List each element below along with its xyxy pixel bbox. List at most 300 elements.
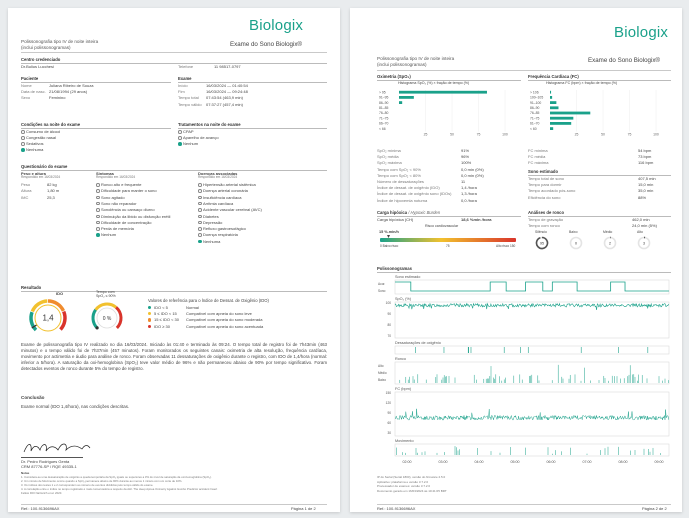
axis-tick-label: 50 xyxy=(450,132,454,137)
hr-category: 76–85 xyxy=(530,111,540,116)
hr-bar xyxy=(550,122,571,125)
footer-ref: Ref.: 100-9136696AX xyxy=(377,506,416,511)
condition-label: Sedativos xyxy=(25,141,44,146)
spo2-tick: 70 xyxy=(387,334,391,338)
channel-title-spo2: SpO₂ (%) xyxy=(395,297,412,301)
patient-field-value: 21/08/1994 (29 anos) xyxy=(49,89,88,95)
radio-indicator-icon xyxy=(21,136,25,140)
footer-page: Página 2 de 2 xyxy=(642,506,667,511)
snore-level-gauge xyxy=(603,236,617,250)
axis-tick-label: 100 xyxy=(502,132,508,137)
condition-item xyxy=(21,129,60,134)
note-line: 1. Considera-se uma dessaturação de oxigênio a queda temporária da SpO₂ iguais ou superiores a 3% do nível de saturação da oxi-hemoglobina (SpO₂). xyxy=(21,475,212,479)
severity-dot-icon xyxy=(148,318,151,321)
oximetry-stat-label: SpO₂ máxima xyxy=(377,160,402,166)
notes-heading: Notas xyxy=(21,471,30,475)
oximetry-histogram xyxy=(377,88,521,144)
sleep-stat-label: Eficiência do sono xyxy=(528,194,561,200)
report-title: Exame do Sono Biologix® xyxy=(588,57,660,64)
hr-category: 71–75 xyxy=(530,116,540,121)
hr-bar xyxy=(550,117,573,120)
heart-rate-stat-value: 73 bpm xyxy=(638,154,652,160)
disease-label: Nenhuma xyxy=(202,238,221,244)
hr-category: 86–90 xyxy=(530,106,540,110)
cv-risk-mid: 75 xyxy=(446,244,450,248)
radio-indicator-icon xyxy=(96,189,100,193)
oximetry-stat-label: Tempo com SpO₂ < 80% xyxy=(377,172,421,178)
signer-name: Dr. Pedro Rodrigues Genta xyxy=(21,459,70,464)
spo2-category: 91–95 xyxy=(379,95,389,100)
spo2-gauge xyxy=(88,300,126,336)
axis-tick-label: 50 xyxy=(601,132,605,137)
symptom-label: Sonolência ou cansaço diurno xyxy=(100,207,155,213)
disease-item xyxy=(198,195,241,200)
oximetry-stat-label: Índice de dessat. de oxigênio sono (IDOs) xyxy=(377,191,452,197)
hr-tick: 90 xyxy=(387,411,391,415)
symptoms-heading: Sintomas xyxy=(96,171,115,176)
radio-indicator-icon xyxy=(96,227,100,231)
channel-title-movement: Movimento xyxy=(395,439,414,443)
time-axis-label: 06:00 xyxy=(546,460,556,464)
ido-gauge xyxy=(26,298,70,338)
radio-indicator-icon xyxy=(198,227,202,231)
oximetry-stat-label: SpO₂ média xyxy=(377,154,399,160)
heart-rate-stat-value: 54 bpm xyxy=(638,148,652,153)
cv-risk-low: 0 Baixo risco xyxy=(380,244,399,248)
cv-risk-bar xyxy=(380,238,516,242)
exam-field-label: Tempo total xyxy=(178,95,199,101)
treatment-item xyxy=(178,135,219,140)
sleep-level-label: Acor. xyxy=(378,282,386,286)
note-line: Documento gerado em 16/03/2024 às 10:41:05 BRT xyxy=(377,488,447,493)
heart-rate-heading: Frequência Cardíaca (FC) xyxy=(528,74,671,81)
result-heading: Resultado xyxy=(21,285,327,292)
oximetry-stat-value: 1,4 /hora xyxy=(461,185,477,191)
patient-heading: Paciente xyxy=(21,76,171,83)
radio-indicator-icon xyxy=(21,130,25,134)
report-subtitle: Polissonografia tipo IV de noite inteira (inclui polissonogramas) xyxy=(377,56,455,67)
snore-level-gauge xyxy=(637,236,651,250)
hypoxic-value: 18,6 %min /hora xyxy=(461,217,492,222)
axis-tick-label: 75 xyxy=(476,132,481,137)
snore-level-axis-label: Baixo xyxy=(378,378,386,382)
snore-level-label: Médio xyxy=(603,230,613,234)
footer-divider xyxy=(21,504,327,505)
divider xyxy=(377,70,671,71)
snoring-stat-label: Tempo de gravação xyxy=(528,217,564,222)
disease-item xyxy=(198,201,233,206)
symptom-label: Sono agitado xyxy=(100,194,125,200)
snore-gauge-ring xyxy=(569,236,583,250)
hr-category: 91–100 xyxy=(530,100,542,105)
snoring-stat-value: 462,0 min xyxy=(632,217,650,222)
condition-label: Congestão nasal xyxy=(25,135,57,140)
heart-rate-stat-label: FC média xyxy=(528,154,546,160)
footer-divider xyxy=(377,504,671,505)
hr-bar xyxy=(550,112,590,115)
hypoxic-label: Carga hipóxica (CH) xyxy=(377,217,414,222)
sleep-stat-value: 15,0 min xyxy=(638,182,654,188)
spo2-gauge-value: 0 % xyxy=(102,316,112,322)
signature-image xyxy=(22,440,92,456)
reference-description: Compatível com apneia do sono leve xyxy=(186,311,252,317)
hr-tick: 150 xyxy=(385,391,391,395)
radio-indicator-icon xyxy=(198,202,202,206)
spo2-gauge-marker xyxy=(96,326,99,329)
severity-dot-icon xyxy=(148,325,151,328)
hr-category: > 106 xyxy=(530,90,539,95)
symptom-item xyxy=(96,188,157,193)
disease-item xyxy=(198,214,219,219)
heart-rate-stat-label: FC mínima xyxy=(528,148,548,153)
oximetry-stat-value: 91% xyxy=(461,148,470,153)
oximetry-stat-value: 100% xyxy=(461,160,472,166)
exam-heading: Exame xyxy=(178,76,327,83)
symptoms-note: Respondido em 16/03/2024 xyxy=(96,175,136,179)
radio-indicator-icon xyxy=(178,130,182,134)
disease-label: Refluxo gastroesofágico xyxy=(202,226,246,232)
spo2-category: > 95 xyxy=(379,90,386,95)
disease-label: Depressão xyxy=(202,219,223,225)
time-axis-label: 03:00 xyxy=(438,460,448,464)
channel-title-sleep: Sono estimado xyxy=(395,275,421,279)
oximetry-stat-value: 0,0 /hora xyxy=(461,197,477,203)
spo2-bar xyxy=(399,101,402,104)
exam-field-value: 07:43:54 (463,9 min) xyxy=(206,95,243,101)
sleep-stat-value: 88% xyxy=(638,194,647,200)
spo2-bar xyxy=(399,96,414,99)
axis-tick-label: 25 xyxy=(574,132,579,137)
disease-item xyxy=(198,207,262,212)
hr-tick: 120 xyxy=(385,401,391,405)
treatment-item xyxy=(178,141,198,146)
oximetry-stat-label: Índice de hipoxemia noturna xyxy=(377,197,428,203)
biologix-logo: Biologix xyxy=(249,17,304,34)
oximetry-stat-value: 96% xyxy=(461,154,470,160)
signature-line xyxy=(21,457,83,458)
condition-label: Consumo de álcool xyxy=(25,129,61,134)
radio-indicator-icon xyxy=(96,196,100,200)
disease-item xyxy=(198,226,246,231)
radio-indicator-icon xyxy=(198,208,202,212)
ido-gauge-value: 1,4 xyxy=(42,313,54,323)
snore-level-axis-label: Alto xyxy=(378,364,384,368)
biologix-logo: Biologix xyxy=(614,24,669,41)
symptom-item xyxy=(96,214,170,219)
hr-bar xyxy=(550,101,556,104)
snore-level-value: 3 xyxy=(643,241,645,246)
symptom-label: Nenhum xyxy=(100,232,117,238)
cv-risk-marker xyxy=(387,235,390,238)
spo2-bar xyxy=(399,91,487,94)
cv-risk-label: Risco cardiovascular xyxy=(425,224,459,228)
disease-label: Hipertensão arterial sistêmica xyxy=(202,182,256,187)
symptom-label: Ronco alto e frequente xyxy=(100,182,142,187)
oximetry-stat-label: Índice de dessat. de oxigênio (IDO) xyxy=(377,185,440,191)
body-field-value: 82 kg xyxy=(47,182,57,187)
radio-indicator-icon xyxy=(96,202,100,206)
spo2-gauge-low-zone xyxy=(93,310,97,328)
channel-title-heart-rate: FC (bpm) xyxy=(395,387,412,391)
snore-gauge-ring xyxy=(535,236,549,250)
disease-label: Doença arterial coronária xyxy=(202,188,248,194)
symptom-item xyxy=(96,201,137,206)
polysomnogram-heading: Polissonogramas xyxy=(377,266,671,273)
disease-label: Doença respiratória xyxy=(202,232,238,238)
treatment-label: Nenhum xyxy=(182,141,199,146)
treatments-heading: Tratamentos na noite do exame xyxy=(178,122,327,129)
snore-level-gauge xyxy=(535,236,549,250)
reference-range: 5 ≤ IDO < 15 xyxy=(154,311,177,317)
snore-level-value: 2 xyxy=(609,241,611,246)
body-field-label: Peso xyxy=(21,182,31,187)
conditions-heading: Condições na noite do exame xyxy=(21,122,171,129)
treatment-item xyxy=(178,129,194,134)
snore-gauge-ring xyxy=(637,236,651,250)
hr-category: < 60 xyxy=(530,126,537,131)
snoring-heading: Análises de ronco xyxy=(528,210,671,217)
patient-field-label: Nome xyxy=(21,83,32,88)
oximetry-stat-value: 1,3 /hora xyxy=(461,191,477,197)
divider xyxy=(21,52,327,53)
hr-category: 100–105 xyxy=(530,95,544,100)
reference-range: IDO ≥ 30 xyxy=(154,323,170,329)
time-axis-label: 05:00 xyxy=(510,460,520,464)
radio-indicator-icon xyxy=(178,136,182,140)
footer-ref: Ref.: 100-9136696AX xyxy=(21,506,60,511)
weight-height-heading: Peso e altura xyxy=(21,171,46,176)
axis-tick-label: 75 xyxy=(627,132,632,137)
disease-item xyxy=(198,220,222,225)
radio-indicator-icon xyxy=(198,240,202,244)
symptom-item xyxy=(96,232,116,237)
severity-dot-icon xyxy=(148,312,151,315)
time-axis-label: 08:00 xyxy=(618,460,628,464)
disease-label: Insuficiência cardíaca xyxy=(202,194,242,200)
radio-indicator-icon xyxy=(198,189,202,193)
oximetry-stat-label: SpO₂ mínima xyxy=(377,148,401,153)
diseases-heading: Doenças associadas xyxy=(198,171,238,176)
axis-tick-label: 25 xyxy=(423,132,428,137)
note-line: Aplicativo: plataforma e versão 3.7.2.0 xyxy=(377,479,429,484)
snore-level-label: Baixo xyxy=(569,230,578,234)
conclusion-heading: Conclusão xyxy=(21,395,45,400)
disease-label: Acidente vascular cerebral (AVC) xyxy=(202,207,262,213)
condition-item xyxy=(21,135,56,140)
body-field-value: 25,3 xyxy=(47,194,55,200)
patient-field-value: Juliana Ribeiro de Souza xyxy=(49,83,94,88)
snore-level-value: 95 xyxy=(540,241,544,246)
patient-field-label: Sexo xyxy=(21,95,31,101)
treatment-label: CPAP xyxy=(182,129,194,134)
exam-field-label: Início xyxy=(178,83,188,88)
sleep-level-label: Sono xyxy=(378,289,386,293)
hr-tick: 60 xyxy=(387,421,391,425)
footer-page: Página 1 de 2 xyxy=(291,506,316,511)
time-axis-label: 02:00 xyxy=(402,460,412,464)
symptom-item xyxy=(96,220,151,225)
symptom-item xyxy=(96,195,125,200)
sleep-stat-label: Tempo total de sono xyxy=(528,176,565,181)
disease-label: Diabetes xyxy=(202,213,219,219)
hr-category: 61–70 xyxy=(530,121,540,126)
radio-indicator-icon xyxy=(198,183,202,187)
questionnaire-heading: Questionário do exame xyxy=(21,164,327,171)
symptom-item xyxy=(96,182,141,187)
report-page-1 xyxy=(8,8,340,512)
result-paragraph: Exame de polissonografia tipo IV realizado no dia 16/03/2024. Iniciado às 01:40 e terminado às 09:24. O tempo total de registro foi de 7h43min (463 minutos) e o tempo válido foi de 7h37min (457 minutos). Foram monitorados os seguintes canais: oximetria de alta resolução, frequência cardíaca, movimento por actimetria e áudio para análise de ronco. Foram observadas 11 dessaturações de oxigênio durante o registro, com IDO de 1,4/hora (normal: inferior a 5/hora). A saturação da oxi-hemoglobina (SpO₂) teve valor médio de 96% e não permaneceu abaixo de 90% por tempo significativo. Foram detectados eventos de ronco durante 5% do tempo de registro. xyxy=(21,342,327,371)
disease-label: Arritmia cardíaca xyxy=(202,200,234,206)
oximetry-stat-label: Número de dessaturações xyxy=(377,179,424,184)
hr-bar xyxy=(550,106,558,109)
axis-tick-label: 100 xyxy=(653,132,659,137)
time-axis-label: 07:00 xyxy=(582,460,592,464)
symptom-item xyxy=(96,207,155,212)
radio-indicator-icon xyxy=(96,183,100,187)
symptom-item xyxy=(96,226,134,231)
channel-title-desaturations: Dessaturações de oxigênio xyxy=(395,341,441,345)
time-axis-label: 04:00 xyxy=(474,460,484,464)
ido-label: IDO xyxy=(56,291,64,296)
signer-crm: CRM 87776-SP / RQE 49335-1 xyxy=(21,464,77,469)
radio-indicator-icon xyxy=(21,142,25,146)
disease-item xyxy=(198,232,238,237)
phone-value: 11 98517-0797 xyxy=(214,64,241,69)
snore-level-axis-label: Médio xyxy=(378,371,387,375)
snore-gauge-ring xyxy=(603,236,617,250)
symptom-label: Sono não reparador xyxy=(100,200,137,206)
reference-description: Compatível com apneia do sono moderada xyxy=(186,317,263,323)
snoring-stat-label: Tempo com ronco xyxy=(528,223,560,229)
channel-frame xyxy=(395,392,669,436)
heart-rate-histogram xyxy=(528,88,671,144)
spo2-category: 76–80 xyxy=(379,111,389,116)
polysomnogram-chart xyxy=(377,272,671,472)
note-line: 2. Um minuto de Movimento ocorre quando a SpO₂ permanece abaixo de 90% durante ao menos 1 minuto com um corte de 10%. xyxy=(21,479,183,483)
snore-level-label: Silêncio xyxy=(535,230,547,234)
hr-bar xyxy=(550,96,552,99)
symptom-label: Dificuldade para manter o sono xyxy=(100,188,157,194)
weight-height-note: Respondido em 16/03/2024 xyxy=(21,175,61,179)
spo2-tick: 90 xyxy=(387,312,391,316)
sleep-stat-label: Tempo para dormir xyxy=(528,182,562,188)
radio-indicator-icon xyxy=(178,142,182,146)
radio-indicator-icon xyxy=(96,215,100,219)
exam-field-label: Fim xyxy=(178,89,185,95)
spo2-category: 86–90 xyxy=(379,100,389,105)
reference-description: Normal xyxy=(186,305,199,310)
spo2-time-label: Tempo com SpO₂ ≤ 90% xyxy=(96,290,116,299)
report-page-2 xyxy=(350,8,682,512)
reference-title: Valores de referência para o Índice de Dessat. de Oxigênio (IDO) xyxy=(148,298,269,303)
condition-item xyxy=(21,141,44,146)
spo2-category: 71–75 xyxy=(379,116,389,121)
body-field-label: IMC xyxy=(21,194,29,200)
exam-field-value: 07:37:27 (457,4 min) xyxy=(206,101,243,107)
oximetry-stat-label: Tempo com SpO₂ < 90% xyxy=(377,166,421,172)
center-heading: Centro credenciado xyxy=(21,57,327,64)
phone-label: Telefone xyxy=(178,64,194,69)
radio-indicator-icon xyxy=(198,221,202,225)
spo2-category: 66–70 xyxy=(379,121,389,126)
oximetry-stat-value: 0,0 min (0%) xyxy=(461,166,484,172)
condition-label: Nenhuma xyxy=(25,147,44,152)
reference-range: IDO < 5 xyxy=(154,305,168,310)
note-line: 4. A correlação entre o índice no tempo registrado é mais conservadora a respeito da AHI. The sleep Apnea Oximetry Against Gumbo Predictor accident Insert xyxy=(21,487,218,491)
hypoxic-pct: 15 %.min/h xyxy=(379,230,399,234)
snore-level-value: 0 xyxy=(575,241,577,246)
note-line: Fellow IDO Nartwrich et al. 2020. xyxy=(21,491,63,495)
conclusion-text: Exame normal (IDO 1,4/hora), nas condições descritas. xyxy=(21,404,130,409)
patient-field-label: Data de nasc. xyxy=(21,89,46,95)
cv-risk-high: Alto risco 150 xyxy=(496,244,516,248)
exam-field-label: Tempo válido xyxy=(178,101,202,107)
radio-indicator-icon xyxy=(96,221,100,225)
report-title: Exame do Sono Biologix® xyxy=(230,41,302,48)
sleep-stat-label: Tempo acordado pós-sono xyxy=(528,188,576,194)
note-line: 3. Os índices dos testes 1 e 2 correspondem ao número de eventos divididos pelo tempo válido do exame. xyxy=(21,483,154,487)
channel-title-snoring: Ronco xyxy=(395,357,406,361)
radio-indicator-icon xyxy=(21,148,25,152)
treatment-label: Aparelho de avanço xyxy=(182,135,219,140)
symptom-label: Diminuição da libido ou disfunção erétil xyxy=(100,213,171,219)
disease-item xyxy=(198,239,220,244)
radio-indicator-icon xyxy=(198,215,202,219)
snore-level-gauge xyxy=(569,236,583,250)
diseases-note: Respondido em 16/03/2024 xyxy=(198,175,238,179)
note-line: IP do Serial (Serial 1800), versão do firmware 2.5.0 xyxy=(377,475,446,479)
oximetry-stat-value: 11 xyxy=(461,179,466,184)
spo2-tick: 80 xyxy=(387,323,391,327)
radio-indicator-icon xyxy=(96,233,100,237)
snore-level-label: Alto xyxy=(637,230,643,234)
time-axis-label: 09:00 xyxy=(654,460,664,464)
channel-frame xyxy=(395,444,669,456)
hr-tick: 30 xyxy=(387,431,391,435)
spo2-tick: 100 xyxy=(385,301,391,305)
exam-field-value: 16/03/2024 — 09:24:48 xyxy=(206,89,248,95)
center-name: Dr.Bulius Lucchesi xyxy=(21,64,54,69)
exam-field-value: 16/03/2024 — 01:40:54 xyxy=(206,83,248,88)
reference-range: 15 ≤ IDO < 30 xyxy=(154,317,179,323)
note-line: Processador de exames: versão 3.7.2.0 xyxy=(377,484,431,488)
channel-frame xyxy=(395,346,669,354)
radio-indicator-icon xyxy=(198,233,202,237)
disease-item xyxy=(198,182,256,187)
patient-field-value: Feminino xyxy=(49,95,66,101)
oximetry-hist-title: Histograma SpO₂ (%) × fração de tempo (%) xyxy=(398,81,470,85)
spo2-category: 81–85 xyxy=(379,106,389,110)
heart-rate-stat-label: FC máxima xyxy=(528,160,549,166)
hypoxic-heading: Carga hipóxica / Hypoxic Burden xyxy=(377,210,521,217)
oximetry-heading: Oximetria (SpO₂) xyxy=(377,74,521,81)
sleep-stat-value: 407,5 min xyxy=(638,176,656,181)
body-field-value: 1,80 m xyxy=(47,188,60,194)
hr-bar xyxy=(550,127,553,130)
snoring-stat-value: 24,0 min (5%) xyxy=(632,223,657,229)
sleep-heading: Sono estimado xyxy=(528,169,671,176)
radio-indicator-icon xyxy=(96,208,100,212)
spo2-category: < 66 xyxy=(379,126,386,131)
sleep-stat-value: 35,0 min xyxy=(638,188,654,194)
report-subtitle: Polissonografia tipo IV de noite inteira (inclui polissonogramas) xyxy=(21,39,99,50)
hr-bar xyxy=(550,91,551,94)
heart-rate-stat-value: 116 bpm xyxy=(638,160,654,166)
oximetry-stat-value: 0,0 min (0%) xyxy=(461,172,484,178)
reference-description: Compatível com apneia do sono acentuada xyxy=(186,323,264,329)
disease-item xyxy=(198,188,248,193)
severity-dot-icon xyxy=(148,306,151,309)
